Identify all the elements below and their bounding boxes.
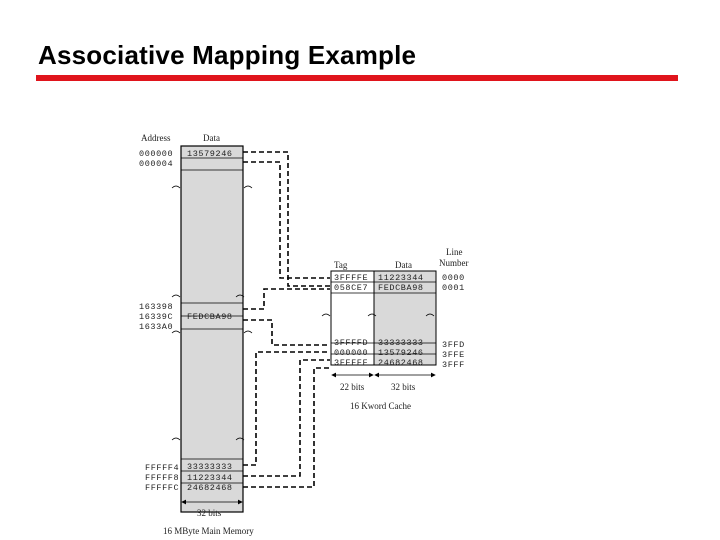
mapping-line-16339c — [243, 289, 330, 309]
cache-line-number: 3FFD — [442, 340, 465, 350]
memory-data: 24682468 — [187, 483, 233, 493]
mapping-line-fffff4 — [243, 352, 330, 465]
cache-line-number: 3FFE — [442, 350, 465, 360]
memory-address: FFFFF8 — [145, 473, 180, 483]
cache-line-number: 0001 — [442, 283, 465, 293]
cache-tag: 3FFFFF — [334, 358, 369, 368]
cache-tag: 000000 — [334, 348, 369, 358]
memory-address: 16339C — [139, 312, 174, 322]
memory-data: 13579246 — [187, 149, 233, 159]
cache-tag: 3FFFFD — [334, 338, 369, 348]
cache-caption: 16 Kword Cache — [350, 401, 411, 411]
cache-data: FEDCBA98 — [378, 283, 424, 293]
break-mark — [244, 331, 252, 333]
memory-address: FFFFF4 — [145, 463, 180, 473]
cache-data-header: Data — [395, 260, 412, 270]
break-mark — [172, 295, 180, 297]
memory-data: 33333333 — [187, 462, 233, 472]
cache-tag-header: Tag — [334, 260, 348, 270]
memory-data-header: Data — [203, 133, 220, 143]
memory-address: 000004 — [139, 159, 174, 169]
mapping-line-000000 — [243, 152, 330, 286]
memory-address: FFFFFC — [145, 483, 180, 493]
tag-width-label: 22 bits — [340, 382, 365, 392]
cache-data: 24682468 — [378, 358, 424, 368]
cache-data: 13579246 — [378, 348, 424, 358]
cache-line-header: Number — [439, 258, 469, 268]
cache-line-number: 3FFF — [442, 360, 465, 370]
memory-address-header: Address — [141, 133, 171, 143]
memory-address: 000000 — [139, 149, 174, 159]
memory-data: 11223344 — [187, 473, 233, 483]
cache-tag: 3FFFFE — [334, 273, 369, 283]
memory-address: 1633A0 — [139, 322, 174, 332]
break-mark — [172, 438, 180, 440]
break-mark — [322, 314, 330, 316]
memory-address: 163398 — [139, 302, 174, 312]
break-mark — [244, 186, 252, 188]
data-width-label: 32 bits — [391, 382, 416, 392]
memory-data: FEDCBA98 — [187, 312, 233, 322]
memory-width-label: 32 bits — [197, 508, 222, 518]
mapping-line-1633a0 — [243, 320, 330, 345]
break-mark — [172, 186, 180, 188]
cache-line-number: 0000 — [442, 273, 465, 283]
cache-data: 11223344 — [378, 273, 424, 283]
mapping-line-000004 — [243, 162, 330, 278]
cache-data: 33333333 — [378, 338, 424, 348]
slide-title: Associative Mapping Example — [38, 40, 417, 70]
cache-line-header: Line — [446, 247, 463, 257]
cache-tag: 058CE7 — [334, 283, 369, 293]
memory-caption: 16 MByte Main Memory — [163, 526, 254, 536]
mapping-lines — [243, 152, 330, 487]
